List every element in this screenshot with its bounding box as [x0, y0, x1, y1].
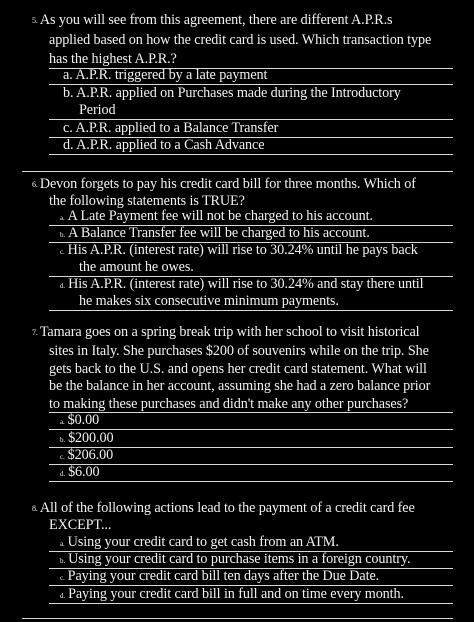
answer-line [49, 481, 453, 482]
question-8-option-c[interactable]: c. Paying your credit card bill ten days after the Due Date. [60, 568, 380, 584]
question-5-option-b-line-2: Period [79, 102, 116, 118]
answer-line [49, 154, 453, 155]
question-5-option-d[interactable]: d. A.P.R. applied to a Cash Advance [63, 137, 265, 153]
question-7-line-1: 7. Tamara goes on a spring break trip with her school to visit historical [32, 324, 420, 340]
question-6-option-c[interactable]: c. His A.P.R. (interest rate) will rise to 30.24% until he pays back [60, 242, 418, 258]
question-6-option-d[interactable]: d. His A.P.R. (interest rate) will rise to 30.24% and stay there until [60, 276, 424, 292]
question-5-number: 5. [32, 16, 38, 25]
question-7-line-2: sites in Italy. She purchases $200 of souvenirs while on the trip. She [49, 343, 429, 359]
question-6-option-b[interactable]: b. A Balance Transfer fee will be charged to his account. [60, 225, 370, 241]
answer-line [49, 310, 453, 311]
question-5-line-2: applied based on how the credit card is used. Which transaction type [49, 32, 432, 48]
question-6-option-a[interactable]: a. A Late Payment fee will not be charged to his account. [60, 208, 373, 224]
question-7-option-a[interactable]: a. $0.00 [60, 412, 100, 428]
question-8-option-d[interactable]: d. Paying your credit card bill in full and on time every month. [60, 586, 404, 602]
question-8-number: 8. [32, 504, 38, 513]
question-7-option-c[interactable]: c. $206.00 [60, 447, 114, 463]
question-6-line-2: the following statements is TRUE? [49, 193, 245, 209]
question-7-line-4: be the balance in her account, assuming she had a zero balance prior [49, 378, 431, 394]
question-8-line-2: EXCEPT... [49, 517, 112, 533]
question-5-line-3: has the highest A.P.R.? [49, 51, 177, 67]
answer-line [49, 603, 453, 604]
answer-line [49, 412, 453, 413]
question-5-option-c[interactable]: c. A.P.R. applied to a Balance Transfer [63, 120, 279, 136]
question-7-line-3: gets back to the U.S. and opens her credit card statement. What will [49, 361, 427, 377]
question-7-option-b[interactable]: b. $200.00 [60, 430, 114, 446]
section-divider [22, 618, 453, 619]
section-divider [22, 171, 453, 172]
question-8-option-b[interactable]: b. Using your credit card to purchase items in a foreign country. [60, 551, 411, 567]
question-6-line-1: 6. Devon forgets to pay his credit card bill for three months. Which of [32, 176, 416, 192]
question-5-line-1: 5. As you will see from this agreement, there are different A.P.R.s [32, 12, 393, 28]
question-5-option-b[interactable]: b. A.P.R. applied on Purchases made during the Introductory [63, 85, 401, 101]
question-6-number: 6. [32, 180, 38, 189]
question-7-number: 7. [32, 328, 38, 337]
question-8-option-a[interactable]: a. Using your credit card to get cash from an ATM. [60, 534, 339, 550]
question-6-option-d-line-2: he makes six consecutive minimum payments. [79, 293, 339, 309]
answer-line [49, 464, 453, 465]
question-5-option-a[interactable]: a. A.P.R. triggered by a late payment [63, 67, 268, 83]
question-7-line-5: to making these purchases and didn't make any other purchases? [49, 396, 409, 412]
question-7-option-d[interactable]: d. $6.00 [60, 464, 100, 480]
question-8-line-1: 8. All of the following actions lead to the payment of a credit card fee [32, 500, 415, 516]
question-6-option-c-line-2: the amount he owes. [79, 259, 194, 275]
